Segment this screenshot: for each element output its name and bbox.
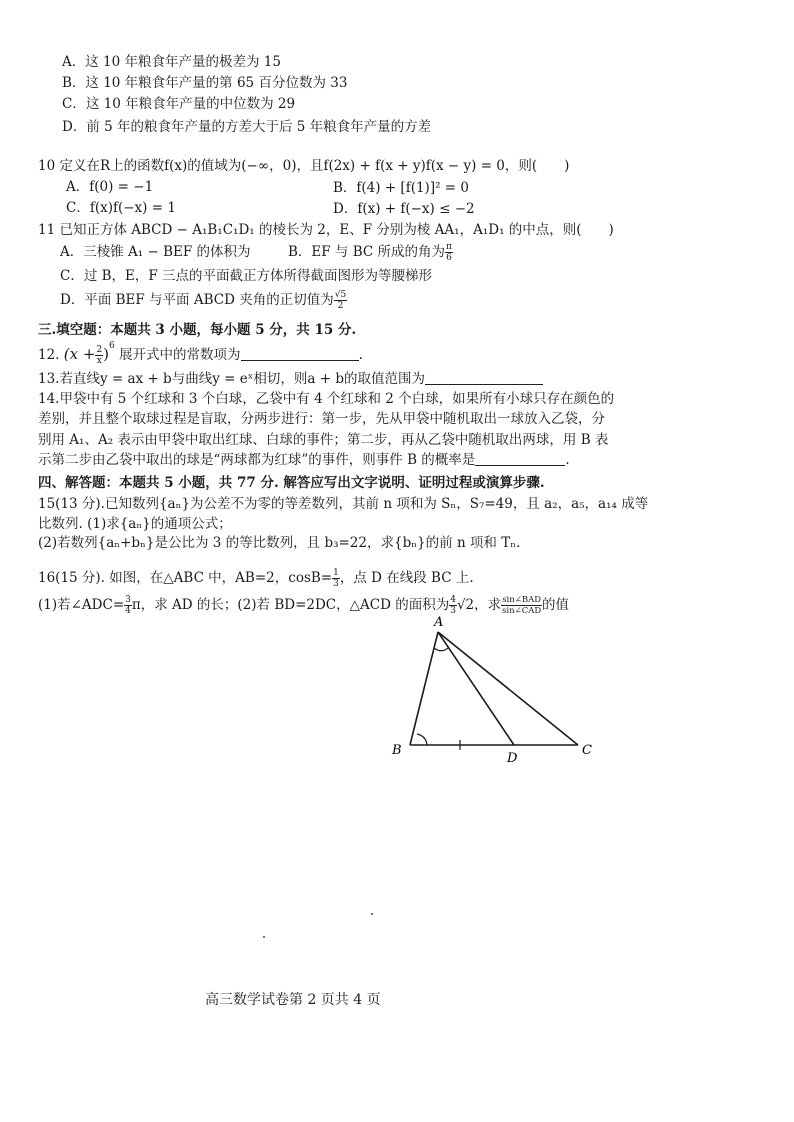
- q14-period: .: [565, 452, 570, 468]
- fraction-numerator: sin∠BAD: [502, 595, 542, 605]
- fraction-denominator: 3: [333, 579, 339, 589]
- q15-line-3: (2)若数列{aₙ+bₙ}是公比为 3 的等比数列，且 b₃=22，求{bₙ}的前 n 项和 Tₙ.: [38, 535, 521, 551]
- q16-cosb-fraction: [332, 568, 340, 589]
- angle-mark-a: [434, 647, 449, 651]
- q11-stem: 11 已知正方体 ABCD − A₁B₁C₁D₁ 的棱长为 2，E、F 分别为棱 AA₁，A₁D₁ 的中点，则( ): [38, 222, 614, 238]
- triangle-figure: [380, 612, 610, 774]
- q11-option-c: C．过 B，E，F 三点的平面截正方体所得截面图形为等腰梯形: [60, 268, 433, 284]
- q9-option-b: B．这 10 年粮食年产量的第 65 百分位数为 33: [62, 75, 348, 91]
- q14-line-4-text: 示第二步由乙袋中取出的球是“两球都为红球”的事件，则事件 B 的概率是: [38, 452, 476, 468]
- q13-text: 13.若直线y = ax + b与曲线y = eˣ相切，则a + b的取值范围为: [38, 371, 426, 387]
- q16-line-2-text-a: (1)若∠ADC=: [38, 597, 125, 613]
- segment-ab: [410, 632, 438, 745]
- q12-text: 展开式中的常数项为: [119, 347, 241, 363]
- q11-option-a: A．三棱锥 A₁ − BEF 的体积为: [60, 244, 251, 260]
- q11-option-b: [288, 240, 453, 263]
- segment-ac: [438, 632, 578, 745]
- angle-mark-b: [417, 734, 427, 745]
- fraction-denominator: 3: [450, 606, 456, 616]
- q12-number: 12.: [38, 347, 60, 363]
- fraction-denominator: 6: [446, 253, 452, 263]
- fraction-denominator: 4: [125, 606, 131, 616]
- scan-speck: [263, 936, 265, 938]
- vertex-label-b: B: [392, 743, 402, 758]
- q13-answer-blank[interactable]: [425, 372, 543, 385]
- q15-line-1: 15(13 分).已知数列{aₙ}为公差不为零的等差数列，其前 n 项和为 Sₙ，S₇=49，且 a₂，a₅，a₁₄ 成等: [38, 496, 649, 512]
- q11-option-b-text: B．EF 与 BC 所成的角为: [288, 244, 446, 260]
- q10-stem: 10 定义在R上的函数f(x)的值域为(−∞，0)，且f(2x) + f(x + y)f(x − y) = 0，则( ): [38, 158, 570, 174]
- q14-answer-blank[interactable]: [475, 453, 565, 466]
- q16-line-1-text-a: 16(15 分). 如图，在△ABC 中，AB=2，cosB=: [38, 570, 333, 586]
- q10-option-d: D．f(x) + f(−x) ≤ −2: [333, 201, 475, 217]
- q12-expression: (x +: [63, 345, 96, 363]
- fraction-numerator: 3: [125, 595, 131, 605]
- vertex-label-a: A: [434, 615, 444, 630]
- q14-line-2: 差别，并且整个取球过程是盲取，分两步进行：第一步，先从甲袋中随机取出一球放入乙袋，分: [38, 411, 605, 427]
- segment-ad: [438, 632, 514, 745]
- q15-line-2: 比数列. (1)求{aₙ}的通项公式；: [38, 516, 232, 532]
- q16-angle-fraction: [124, 595, 132, 616]
- vertex-label-d: D: [507, 751, 518, 766]
- q12-answer-blank[interactable]: [241, 348, 359, 361]
- fraction-numerator: 2: [96, 345, 103, 355]
- q12-close-paren: ): [103, 345, 110, 363]
- q13: [38, 367, 543, 387]
- fraction-denominator: sin∠CAD: [502, 606, 542, 616]
- q9-option-a: A．这 10 年粮食年产量的极差为 15: [62, 54, 281, 70]
- q16-line-1: [38, 566, 474, 589]
- section4-title: 四、解答题：本题共 5 小题，共 77 分. 解答应写出文字说明、证明过程或演算步骤.: [38, 475, 545, 491]
- fraction-denominator: x: [96, 356, 102, 366]
- q16-line-1-text-b: ，点 D 在线段 BC 上.: [339, 570, 474, 586]
- q12: [38, 340, 363, 366]
- q16-line-2-text-d: 的值: [542, 597, 570, 613]
- fraction-numerator: π: [446, 242, 452, 252]
- fraction-denominator: 2: [337, 301, 344, 311]
- scan-speck: [371, 913, 373, 915]
- q9-option-d: D．前 5 年的粮食年产量的方差大于后 5 年粮食年产量的方差: [62, 119, 432, 135]
- q14-line-1: 14.甲袋中有 5 个红球和 3 个白球，乙袋中有 4 个红球和 2 个白球，如果所有小球只存在颜色的: [38, 391, 615, 407]
- page-footer: 高三数学试卷第 2 页共 4 页: [205, 992, 381, 1008]
- q16-line-2-text-c: √2，求: [456, 597, 502, 613]
- q12-fraction: [95, 345, 103, 366]
- q10-option-c: C．f(x)f(−x) = 1: [66, 200, 176, 216]
- q14-line-4: [38, 448, 570, 468]
- q11-option-b-fraction: [445, 242, 453, 263]
- q12-power: 6: [109, 340, 115, 351]
- q14-line-3: 别用 A₁、A₂ 表示由甲袋中取出红球、白球的事件；第二步，再从乙袋中随机取出两球，用 B 表: [38, 432, 609, 448]
- section3-title: 三.填空题：本题共 3 小题，每小题 5 分，共 15 分.: [38, 322, 357, 338]
- fraction-numerator: 1: [333, 568, 339, 578]
- fraction-numerator: √5: [334, 290, 347, 300]
- q12-period: .: [358, 347, 363, 363]
- vertex-label-c: C: [582, 743, 592, 758]
- q16-line-2-text-b: π，求 AD 的长；(2)若 BD=2DC，△ACD 的面积为: [131, 597, 450, 613]
- q10-option-b: B．f(4) + [f(1)]² = 0: [333, 180, 469, 196]
- q9-option-c: C．这 10 年粮食年产量的中位数为 29: [62, 96, 296, 112]
- q11-option-d-fraction: [334, 290, 347, 311]
- q11-option-d-text: D．平面 BEF 与平面 ABCD 夹角的正切值为: [60, 292, 334, 308]
- q10-option-a: A．f(0) = −1: [66, 179, 154, 195]
- fraction-numerator: 4: [450, 595, 456, 605]
- q11-option-d: [60, 288, 347, 311]
